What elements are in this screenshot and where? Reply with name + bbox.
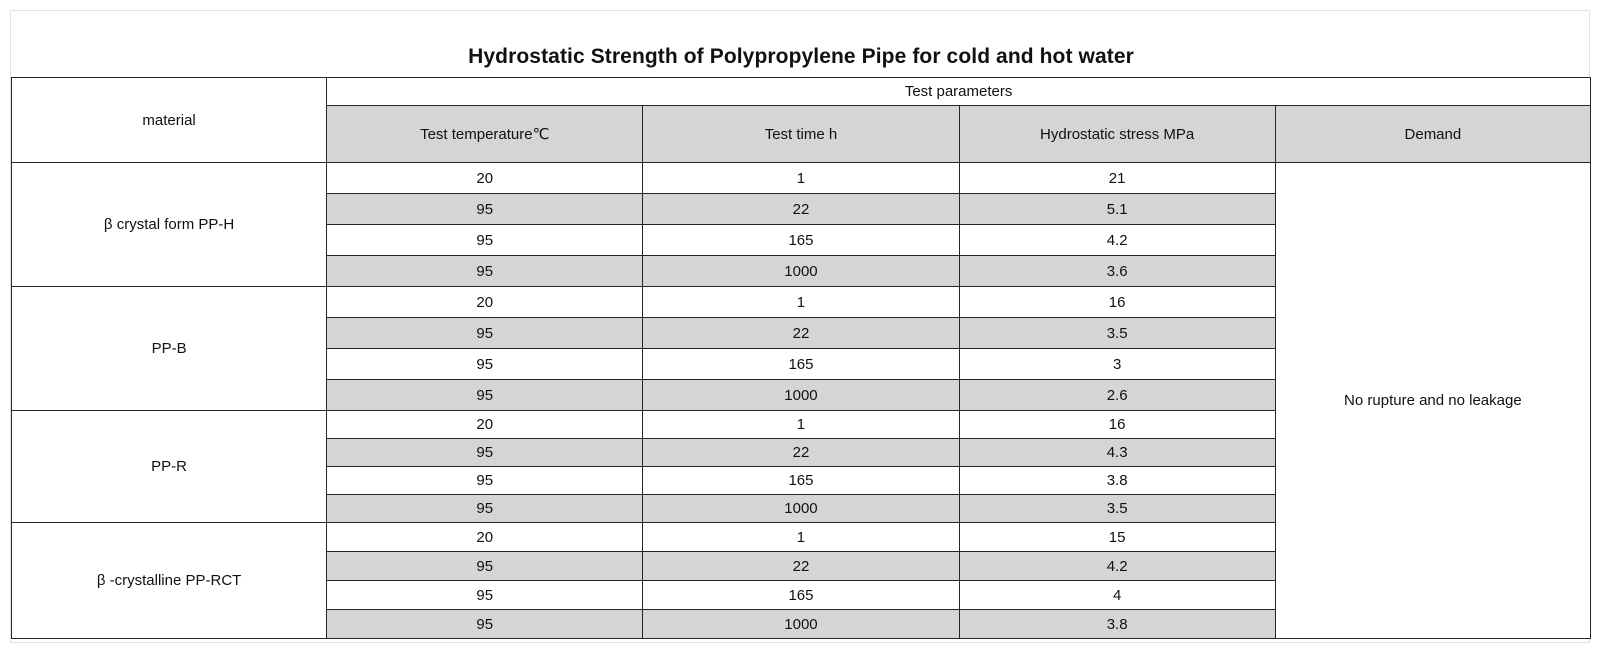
temperature-cell[interactable]: 20 [327, 523, 643, 552]
temperature-cell[interactable]: 95 [327, 349, 643, 380]
test-parameters-header[interactable]: Test parameters [327, 78, 1591, 106]
time-cell[interactable]: 165 [643, 467, 959, 495]
stress-cell[interactable]: 3.8 [959, 610, 1275, 639]
time-cell[interactable]: 1000 [643, 610, 959, 639]
test-temperature-header[interactable]: Test temperature℃ [327, 106, 643, 163]
time-cell[interactable]: 1 [643, 411, 959, 439]
stress-cell[interactable]: 2.6 [959, 380, 1275, 411]
stress-cell[interactable]: 4.2 [959, 225, 1275, 256]
material-cell[interactable]: β crystal form PP-H [12, 163, 327, 287]
material-header[interactable]: material [12, 78, 327, 163]
temperature-cell[interactable]: 95 [327, 318, 643, 349]
hydrostatic-stress-header[interactable]: Hydrostatic stress MPa [959, 106, 1275, 163]
spreadsheet-sheet [10, 10, 1590, 643]
stress-cell[interactable]: 4.3 [959, 439, 1275, 467]
time-cell[interactable]: 1000 [643, 380, 959, 411]
temperature-cell[interactable]: 95 [327, 380, 643, 411]
material-cell[interactable]: β -crystalline PP-RCT [12, 523, 327, 639]
time-cell[interactable]: 22 [643, 552, 959, 581]
temperature-cell[interactable]: 95 [327, 610, 643, 639]
material-cell[interactable]: PP-R [12, 411, 327, 523]
time-cell[interactable]: 22 [643, 318, 959, 349]
temperature-cell[interactable]: 95 [327, 439, 643, 467]
temperature-cell[interactable]: 95 [327, 495, 643, 523]
material-cell[interactable]: PP-B [12, 287, 327, 411]
header-row-1 [12, 78, 1591, 106]
table-row [12, 163, 1591, 194]
stress-cell[interactable]: 16 [959, 287, 1275, 318]
temperature-cell[interactable]: 95 [327, 194, 643, 225]
temperature-cell[interactable]: 95 [327, 581, 643, 610]
temperature-cell[interactable]: 95 [327, 467, 643, 495]
stress-cell[interactable]: 16 [959, 411, 1275, 439]
time-cell[interactable]: 1000 [643, 495, 959, 523]
temperature-cell[interactable]: 95 [327, 256, 643, 287]
temperature-cell[interactable]: 95 [327, 225, 643, 256]
temperature-cell[interactable]: 20 [327, 411, 643, 439]
demand-header[interactable]: Demand [1275, 106, 1590, 163]
stress-cell[interactable]: 21 [959, 163, 1275, 194]
stress-cell[interactable]: 3.8 [959, 467, 1275, 495]
time-cell[interactable]: 165 [643, 225, 959, 256]
time-cell[interactable]: 1 [643, 287, 959, 318]
time-cell[interactable]: 165 [643, 581, 959, 610]
time-cell[interactable]: 22 [643, 439, 959, 467]
time-cell[interactable]: 1 [643, 523, 959, 552]
temperature-cell[interactable]: 20 [327, 287, 643, 318]
time-cell[interactable]: 1 [643, 163, 959, 194]
stress-cell[interactable]: 3.5 [959, 495, 1275, 523]
time-cell[interactable]: 22 [643, 194, 959, 225]
table-title: Hydrostatic Strength of Polypropylene Pipe for cold and hot water [468, 45, 1134, 68]
demand-cell[interactable]: No rupture and no leakage [1275, 163, 1590, 639]
time-cell[interactable]: 1000 [643, 256, 959, 287]
stress-cell[interactable]: 5.1 [959, 194, 1275, 225]
temperature-cell[interactable]: 20 [327, 163, 643, 194]
stress-cell[interactable]: 3.5 [959, 318, 1275, 349]
stress-cell[interactable]: 3.6 [959, 256, 1275, 287]
temperature-cell[interactable]: 95 [327, 552, 643, 581]
time-cell[interactable]: 165 [643, 349, 959, 380]
hydrostatic-strength-table [11, 77, 1591, 639]
test-time-header[interactable]: Test time h [643, 106, 959, 163]
stress-cell[interactable]: 15 [959, 523, 1275, 552]
stress-cell[interactable]: 4.2 [959, 552, 1275, 581]
stress-cell[interactable]: 3 [959, 349, 1275, 380]
stress-cell[interactable]: 4 [959, 581, 1275, 610]
